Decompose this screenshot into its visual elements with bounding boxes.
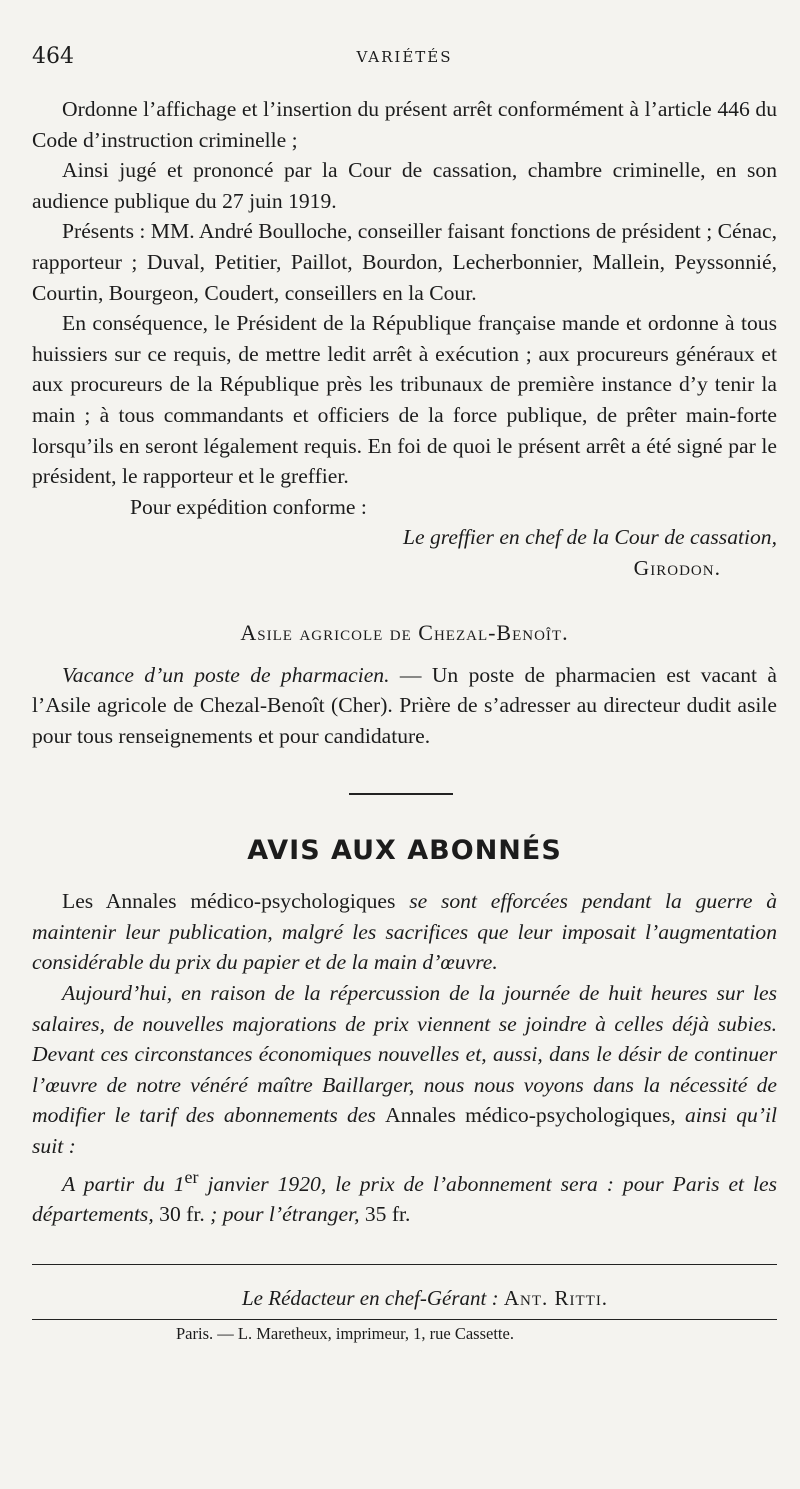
vacancy-paragraph: [32, 660, 777, 752]
running-head: [32, 40, 777, 78]
vacancy-text: — Un poste de pharmacien est vacant à l’Asile agricole de Chezal-Benoît (Cher). Prière de s’adresser au directeur dudit asile pour tous renseignements et pour candidature.: [32, 662, 777, 748]
judgment-paragraph-1: Ordonne l’affichage et l’insertion du présent arrêt conformément à l’article 446 du Code d’instruction criminelle ;: [32, 97, 777, 152]
asile-title: Asile agricole de Chezal-Benoît.: [240, 619, 569, 645]
editor-label: Le Rédacteur en chef-Gérant :: [242, 1286, 499, 1310]
greffier-title: Le greffier en chef de la Cour de cassation,: [402, 525, 777, 550]
section-divider: [349, 793, 453, 795]
running-title: VARIÉTÉS: [356, 48, 453, 66]
notice-section: [32, 835, 777, 1230]
notice-p2-end: , ainsi qu’il suit :: [32, 1103, 777, 1159]
footer-rule-top: [32, 1264, 777, 1265]
editor-line: [32, 1283, 777, 1313]
notice-p2-text: Aujourd’hui, en raison de la répercussion de la journée de huit heures sur les salaires, de nouvelles majorations de prix viennent se joindre à celles déjà subies. Devant ces circonstances économiques nouvelles et, aussi, dans le désir de continuer l’œuvre de notre vénéré maître Baillarger, nous nous voyons dans la nécessité de modifier le tarif des abonnements des: [32, 981, 777, 1128]
notice-p3-a: A partir du 1: [62, 1171, 185, 1196]
asile-section: [32, 620, 777, 752]
notice-title: AVIS AUX ABONNÉS: [247, 835, 562, 867]
notice-p1-text: se sont efforcées pendant la guerre à maintenir leur publication, malgré les sacrifices que leur imposait l’augmentation considérable du prix du papier et de la main d’œuvre.: [32, 889, 777, 975]
notice-paragraph-3: [32, 1162, 777, 1230]
notice-paragraph-2: [32, 978, 777, 1162]
foreign-price: 35 fr.: [364, 1202, 411, 1227]
greffier-name: Girodon.: [633, 555, 721, 580]
page-number: 464: [32, 44, 74, 69]
printer-line: Paris. — L. Maretheux, imprimeur, 1, rue Cassette.: [176, 1324, 514, 1343]
journal-name-2: Annales médico-psychologiques: [385, 1103, 671, 1128]
paris-price: 30 fr.: [159, 1202, 205, 1227]
notice-p3-b: janvier 1920, le prix de l’abonnement sera : pour Paris et les départements,: [32, 1171, 777, 1227]
judgment-paragraph-4: En conséquence, le Président de la République française mande et ordonne à tous huissiers sur ce requis, de mettre ledit arrêt à exécution ; aux procureurs généraux et aux procureurs de la République près les tribunaux de première instance d’y tenir la main ; à tous commandants et officiers de la force publique, de prêter main-forte lorsqu’ils en seront légalement requis. En foi de quoi le présent arrêt a été signé par le président, le rapporteur et le greffier.: [32, 311, 777, 489]
vacancy-heading: Vacance d’un poste de pharmacien.: [62, 662, 390, 687]
page: [32, 40, 777, 1346]
judgment-paragraph-3: Présents : MM. André Boulloche, conseiller faisant fonctions de président ; Cénac, rapporteur ; Duval, Petitier, Paillot, Bourdon, Lecherbonnier, Mallein, Peyssonnié, Courtin, Bourgeon, Coudert, conseillers en la Cour.: [32, 219, 777, 305]
journal-name: Les Annales médico-psychologiques: [62, 889, 396, 914]
judgment-section: [32, 94, 777, 584]
notice-paragraph-1: [32, 886, 777, 978]
notice-p3-c: ; pour l’étranger,: [204, 1202, 365, 1227]
judgment-paragraph-2: Ainsi jugé et prononcé par la Cour de cassation, chambre criminelle, en son audience publique du 27 juin 1919.: [32, 158, 777, 213]
notice-p3-sup: er: [184, 1166, 199, 1187]
editor-name: Ant. Ritti.: [503, 1286, 609, 1310]
footer-rule-bottom: [32, 1319, 777, 1320]
expedition-line: Pour expédition conforme :: [130, 494, 367, 519]
